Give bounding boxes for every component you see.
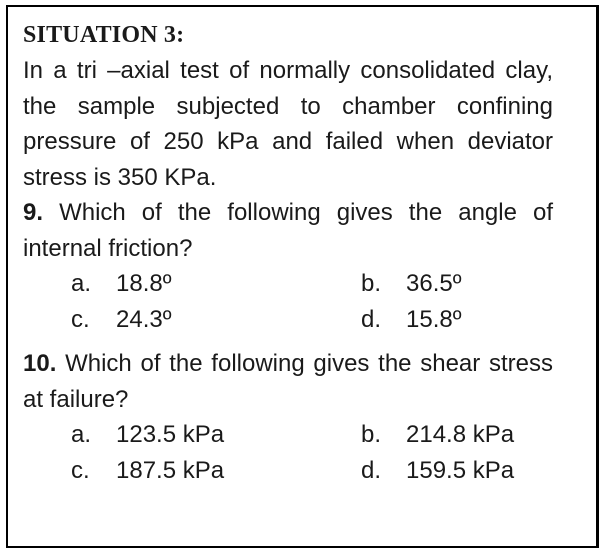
choice-value: 36.5º <box>406 270 462 297</box>
question-text: Which of the following gives the shear stress at failure? <box>23 350 553 413</box>
choice-letter: d. <box>361 456 382 484</box>
situation-text: In a tri –axial test of normally consolidated clay, the sample subjected to chamber confining pressure of 250 kPa and failed when deviator stress is 350 KPa. <box>23 57 553 191</box>
choices-q9 <box>71 266 553 337</box>
question-9 <box>23 195 553 266</box>
choice-d <box>361 302 601 338</box>
choice-value: 159.5 kPa <box>406 456 515 484</box>
choice-b <box>361 417 601 453</box>
choice-letter: a. <box>71 421 92 448</box>
choice-c <box>71 302 361 338</box>
situation-title: SITUATION 3: <box>23 22 185 48</box>
choice-value: 18.8º <box>116 270 172 297</box>
choice-b <box>361 266 601 302</box>
spacer <box>23 337 553 346</box>
choice-value: 24.3º <box>116 305 172 333</box>
choice-letter: d. <box>361 305 382 333</box>
choice-d <box>361 453 601 489</box>
question-text: Which of the following gives the angle of internal friction? <box>23 199 554 262</box>
choice-value: 123.5 kPa <box>116 421 225 448</box>
question-number: 10. <box>23 350 57 377</box>
choice-letter: b. <box>361 270 382 297</box>
choice-value: 187.5 kPa <box>116 456 225 484</box>
question-10 <box>23 346 553 417</box>
choices-q10 <box>71 417 553 488</box>
question-number: 9. <box>23 199 44 226</box>
choice-letter: c. <box>71 305 90 333</box>
choice-letter: b. <box>361 421 382 448</box>
choice-value: 214.8 kPa <box>406 421 515 448</box>
problem-content <box>23 18 553 488</box>
choice-letter: c. <box>71 456 90 484</box>
choice-a <box>71 266 361 302</box>
choice-letter: a. <box>71 270 92 297</box>
choice-value: 15.8º <box>406 305 462 333</box>
choice-c <box>71 453 361 489</box>
choice-a <box>71 417 361 453</box>
